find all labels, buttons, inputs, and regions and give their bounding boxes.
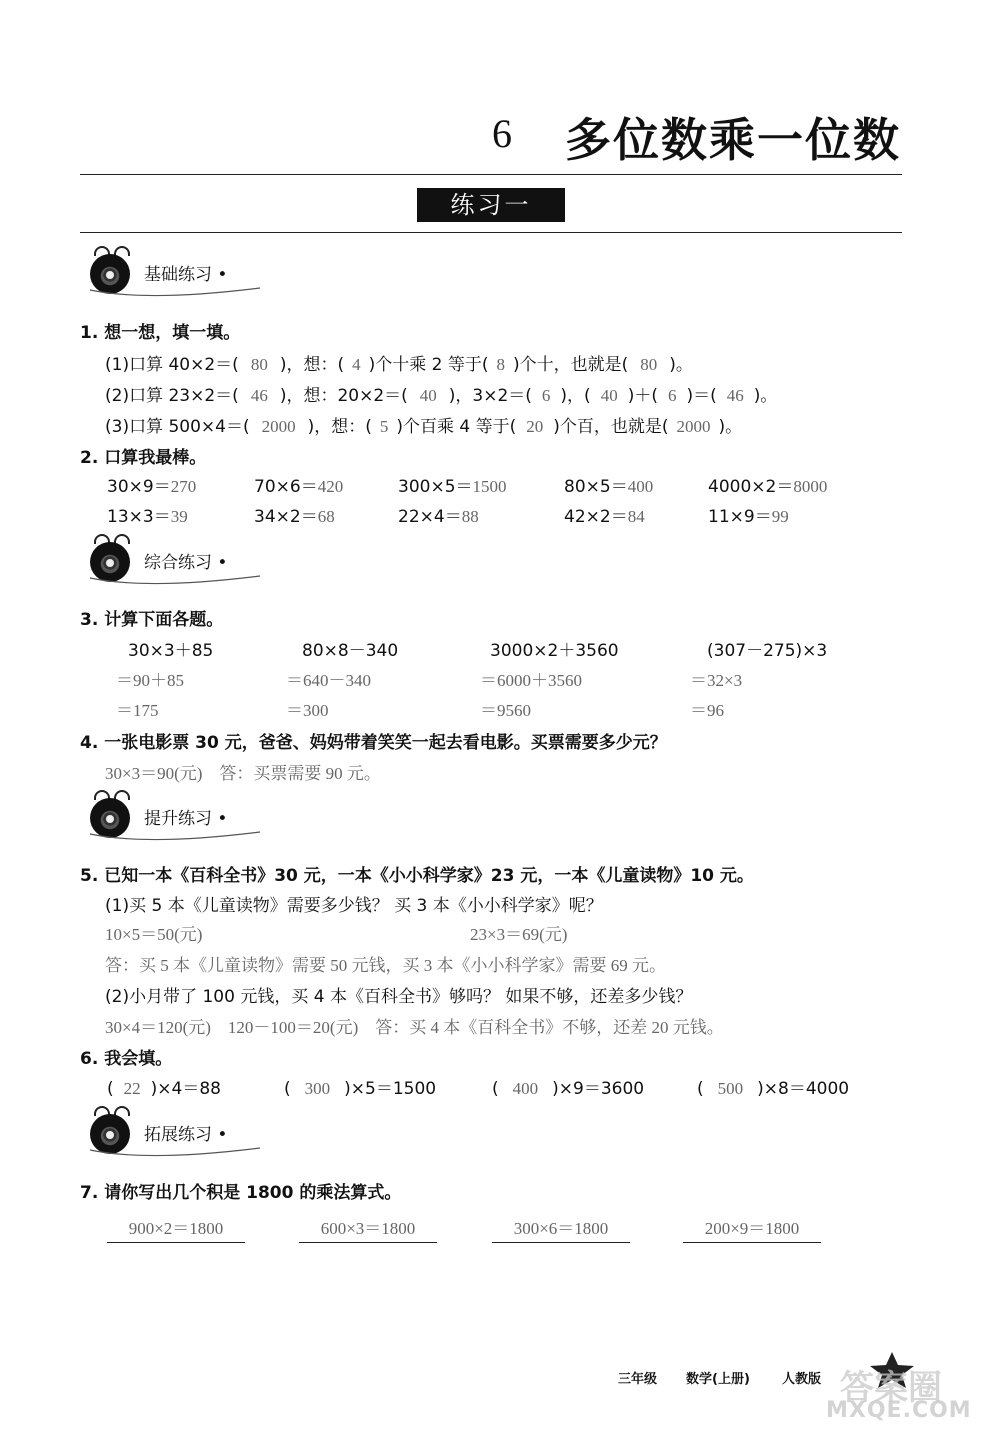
calc-step: ＝32×3 (690, 671, 743, 690)
text: (1)口算 40×2＝( (105, 355, 239, 375)
q5-part-1: (1)买 5 本《儿童读物》需要多少钱？ 买 3 本《小小科学家》呢？ (105, 896, 603, 916)
section-label: 拓展练习 • (144, 1125, 228, 1145)
swoosh-decoration (88, 830, 263, 844)
handwritten-answer: 5 (379, 417, 389, 436)
handwritten-answer: 2000 (261, 417, 296, 436)
handwritten-answer: 46 (250, 386, 268, 405)
handwritten-answer: 40 (419, 386, 437, 405)
text: ( (697, 1079, 704, 1099)
chapter-number: 6 (492, 111, 512, 156)
watermark-url: MXQE.COM (826, 1398, 972, 1423)
question-6-title: 6. 我会填。 (80, 1049, 173, 1069)
handwritten-answer: 6 (541, 386, 551, 405)
question-2-title: 2. 口算我最棒。 (80, 448, 207, 468)
q1-line-1 (105, 350, 693, 375)
text: )，想：( (307, 417, 372, 437)
q7-answer-line: 300×6＝1800 (492, 1214, 630, 1243)
question-5-title: 5. 已知一本《百科全书》30 元，一本《小小科学家》23 元，一本《儿童读物》10 元。 (80, 866, 754, 886)
q4-answer: 30×3＝90(元) 答：买票需要 90 元。 (105, 764, 381, 783)
fill-item (492, 1074, 644, 1099)
q7-answer-line: 600×3＝1800 (299, 1214, 437, 1243)
oral-calc (564, 502, 645, 527)
text: )。 (669, 355, 693, 375)
q7-answer-line: 200×9＝1800 (683, 1214, 821, 1243)
handwritten-answer: 88 (461, 507, 479, 526)
section-extend (88, 1108, 268, 1158)
q1-line-2 (105, 381, 777, 406)
text: )，想：( (279, 355, 345, 375)
handwritten-answer: 8 (496, 355, 505, 374)
expr: 34×2＝ (254, 507, 318, 527)
watermark-logo: 答案圈 (840, 1368, 942, 1408)
handwritten-answer: 39 (170, 507, 188, 526)
expr: 30×9＝ (107, 477, 171, 497)
footer-edition: 人教版 (782, 1372, 822, 1387)
calc-expression: (307－275)×3 (707, 641, 828, 661)
oral-calc (254, 502, 335, 527)
fill-item (284, 1074, 436, 1099)
second-rule (80, 232, 902, 233)
calc-step: ＝90＋85 (116, 671, 184, 690)
calc-expression: 30×3＋85 (128, 641, 214, 661)
swoosh-decoration (88, 286, 263, 300)
swoosh-decoration (88, 574, 263, 588)
handwritten-answer: 1500 (472, 477, 507, 496)
fill-item (107, 1074, 221, 1099)
handwritten-answer: 40 (600, 386, 618, 405)
handwritten-answer: 46 (726, 386, 744, 405)
handwritten-answer: 80 (250, 355, 268, 374)
text: )个十乘 2 等于( (368, 355, 489, 375)
expr: 22×4＝ (398, 507, 462, 527)
oral-calc (708, 472, 827, 497)
calc-step: ＝300 (286, 701, 329, 720)
handwritten-answer: 8000 (793, 477, 828, 496)
text: )个百，也就是( (553, 417, 669, 437)
q5-calc-1: 10×5＝50(元) (105, 925, 203, 944)
section-basic (88, 248, 268, 298)
handwritten-answer: 300 (304, 1079, 331, 1098)
text: )。 (718, 417, 743, 437)
q5-calc-2: 23×3＝69(元) (470, 925, 568, 944)
q7-answer-line: 900×2＝1800 (107, 1214, 245, 1243)
footer-grade: 三年级 (618, 1372, 658, 1387)
calc-step: ＝6000＋3560 (480, 671, 582, 690)
top-rule (80, 174, 902, 175)
handwritten-answer: 400 (512, 1079, 539, 1098)
handwritten-answer: 4 (352, 355, 361, 374)
calc-expression: 3000×2＋3560 (490, 641, 619, 661)
expr: 4000×2＝ (708, 477, 794, 497)
oral-calc (107, 502, 188, 527)
handwritten-answer: 80 (640, 355, 658, 374)
section-label: 提升练习 • (144, 809, 228, 829)
oral-calc (398, 472, 507, 497)
handwritten-answer: 20 (526, 417, 544, 436)
text: )×8＝4000 (757, 1079, 850, 1099)
question-3-title: 3. 计算下面各题。 (80, 610, 224, 630)
handwritten-answer: 99 (771, 507, 789, 526)
fill-item (697, 1074, 849, 1099)
text: )×5＝1500 (344, 1079, 437, 1099)
text: (2)口算 23×2＝( (105, 386, 239, 406)
section-label: 综合练习 • (144, 553, 228, 573)
text: )＋( (627, 386, 658, 406)
calc-expression: 80×8－340 (302, 641, 399, 661)
exercise-title: 练习一 (417, 188, 565, 222)
oral-calc (708, 502, 789, 527)
handwritten-answer: 270 (170, 477, 197, 496)
handwritten-answer: 2000 (676, 417, 711, 436)
handwritten-answer: 84 (627, 507, 645, 526)
expr: 42×2＝ (564, 507, 628, 527)
section-advanced (88, 792, 268, 842)
footer-subject: 数学(上册) (686, 1372, 750, 1387)
calc-step: ＝9560 (480, 701, 531, 720)
oral-calc (564, 472, 653, 497)
oral-calc (107, 472, 196, 497)
expr: 300×5＝ (398, 477, 473, 497)
section-label: 基础练习 • (144, 265, 228, 285)
q5-answer-1: 答：买 5 本《儿童读物》需要 50 元钱，买 3 本《小小科学家》需要 69 元。 (105, 956, 666, 975)
text: )，( (560, 386, 591, 406)
text: ( (492, 1079, 499, 1099)
expr: 13×3＝ (107, 507, 171, 527)
oral-calc (254, 472, 343, 497)
q1-line-3 (105, 412, 742, 437)
calc-step: ＝175 (116, 701, 159, 720)
section-combined (88, 536, 268, 586)
text: (3)口算 500×4＝( (105, 417, 250, 437)
handwritten-answer: 400 (627, 477, 654, 496)
text: )×9＝3600 (552, 1079, 645, 1099)
calc-step: ＝96 (690, 701, 724, 720)
question-4-title: 4. 一张电影票 30 元，爸爸、妈妈带着笑笑一起去看电影。买票需要多少元？ (80, 733, 667, 753)
expr: 11×9＝ (708, 507, 772, 527)
text: ( (107, 1079, 114, 1099)
chapter-title: 多位数乘一位数 (565, 113, 901, 167)
handwritten-answer: 500 (717, 1079, 744, 1098)
handwritten-answer: 22 (123, 1079, 141, 1098)
question-1-title: 1. 想一想，填一填。 (80, 323, 241, 343)
text: )，想：20×2＝( (279, 386, 408, 406)
question-7-title: 7. 请你写出几个积是 1800 的乘法算式。 (80, 1183, 402, 1203)
text: )。 (753, 386, 778, 406)
q5-answer-2: 30×4＝120(元) 120－100＝20(元) 答：买 4 本《百科全书》不够，还差 20 元钱。 (105, 1018, 724, 1037)
handwritten-answer: 68 (317, 507, 335, 526)
expr: 70×6＝ (254, 477, 318, 497)
q5-part-2: (2)小月带了 100 元钱，买 4 本《百科全书》够吗？ 如果不够，还差多少钱？ (105, 987, 693, 1007)
text: )个百乘 4 等于( (396, 417, 517, 437)
text: ( (284, 1079, 291, 1099)
oral-calc (398, 502, 479, 527)
swoosh-decoration (88, 1146, 263, 1160)
expr: 80×5＝ (564, 477, 628, 497)
text: )，3×2＝( (448, 386, 532, 406)
text: )×4＝88 (150, 1079, 221, 1099)
text: )＝( (686, 386, 717, 406)
handwritten-answer: 6 (667, 386, 677, 405)
calc-step: ＝640－340 (286, 671, 371, 690)
text: )个十，也就是( (512, 355, 629, 375)
handwritten-answer: 420 (317, 477, 344, 496)
